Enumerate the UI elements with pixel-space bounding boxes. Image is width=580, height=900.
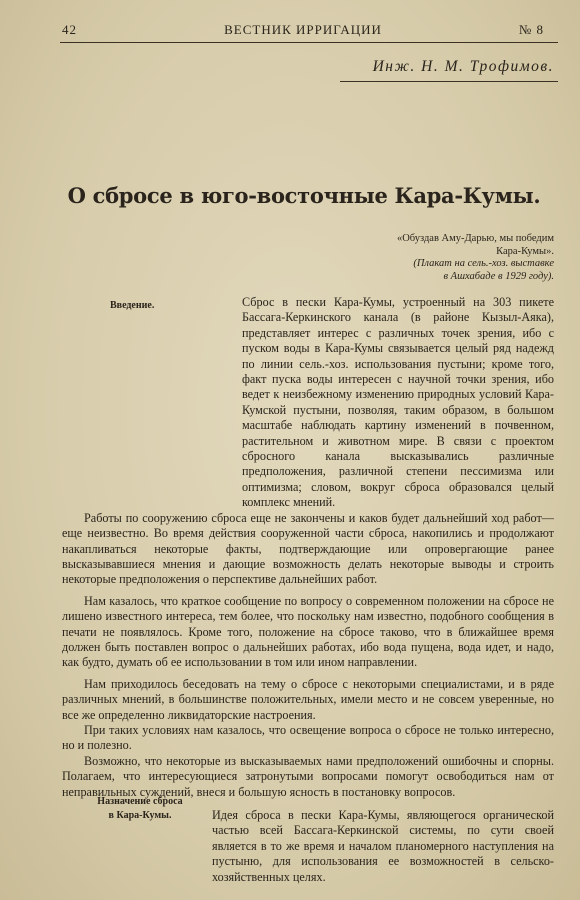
sidenote-introduction: Введение.: [110, 300, 155, 311]
author-rule: [340, 81, 558, 82]
issue-number: № 8: [518, 22, 544, 37]
epigraph-source: [354, 258, 554, 283]
paragraph: Сброс в пески Кара-Кумы, устроенный на 303 пикете Бассага-Керкинского канала (в районе Кызыл-Аяка), представляет интерес с различных точек зрения, ибо с пуском воды в Кара-Кумы связывается целый ряд надежд по линии сель.-хоз. использования пустыни; кроме того, факт пуска воды интересен с научной точки зрения, ибо ведет к неизбежному изменению природных условий Кара-Кумской пустыни, позволяя, таким образом, в большом масштабе наблюдать картину изменений в почвенном, растительном и животном мире. В связи с проектом сбросного канала высказывались различные предположения, различной степени пессимизма или оптимизма; словом, вокруг сброса образовался целый комплекс мнений.: [242, 295, 554, 510]
journal-title: ВЕСТНИК ИРРИГАЦИИ: [224, 22, 382, 37]
paragraph: Возможно, что некоторые из высказываемых нами предположений ошибочны и спорны. Полагаем, что интересующиеся затронутыми вопросами помогут освободиться нам от неправильных суждений, внеся и большую ясность в постановку вопросов.: [62, 753, 554, 799]
epigraph-quote-line: «Обуздав Аму-Дарью, мы победим: [396, 233, 554, 244]
paragraph: Работы по сооружению сброса еще не закончены и каков будет дальнейший ход работ—еще неизвестно. Во время действия сооруженной части сброса, накопились и продолжают накапливаться некоторые факты, подтверждающие или опровергающие ранее высказывавшиеся мнения и дающие возможность делать некоторые выводы и строить некоторые предположения о перспективе дальнейших работ.: [62, 510, 554, 587]
paragraph: Нам казалось, что краткое сообщение по вопросу о современном положении на сбросе не лишено известного интереса, тем более, что поскольку нам известно, подобного сообщения в печати не появлялось. Кроме того, положение на сбросе таково, что в ближайшее время должен быть поставлен вопрос о дальнейших работах, ибо вода пущена, вода идет, и надо, как будто, думать об ее использовании в том или ином направлении.: [62, 593, 554, 670]
running-header: [62, 22, 544, 40]
article-body: [62, 295, 554, 885]
sidenote-purpose-line: в Кара-Кумы.: [108, 810, 172, 821]
header-rule: [60, 42, 558, 43]
epigraph-source-line: (Плакат на сель.-хоз. выставке: [413, 258, 554, 269]
article-title: О сбросе в юго-восточные Кара-Кумы.: [67, 183, 541, 208]
paragraph: При таких условиях нам казалось, что освещение вопроса о сбросе не только интересно, но и полезно.: [62, 722, 554, 753]
page-number: 42: [62, 22, 77, 37]
author-name: Инж. Н. М. Трофимов.: [372, 58, 554, 75]
epigraph-source-line: в Ашхабаде в 1929 году).: [443, 270, 554, 282]
epigraph-quote-line: Кара-Кумы».: [496, 245, 554, 257]
sidenote-purpose-line: Назначение сброса: [97, 796, 183, 807]
paragraph: Идея сброса в пески Кара-Кумы, являющегося органической частью всей Бассага-Керкинской системы, по сути своей является в то же время и началом планомерного наступления на пустыню, для использования ее возможностей в сельско-хозяйственных целях.: [212, 808, 554, 884]
epigraph-quote: [354, 233, 554, 258]
paragraph: Нам приходилось беседовать на тему о сбросе с некоторыми специалистами, и в ряде различных мнений, в большинстве положительных, имели место и не совсем уверенные, но все же определенно ликвидаторские настроения.: [62, 676, 554, 722]
